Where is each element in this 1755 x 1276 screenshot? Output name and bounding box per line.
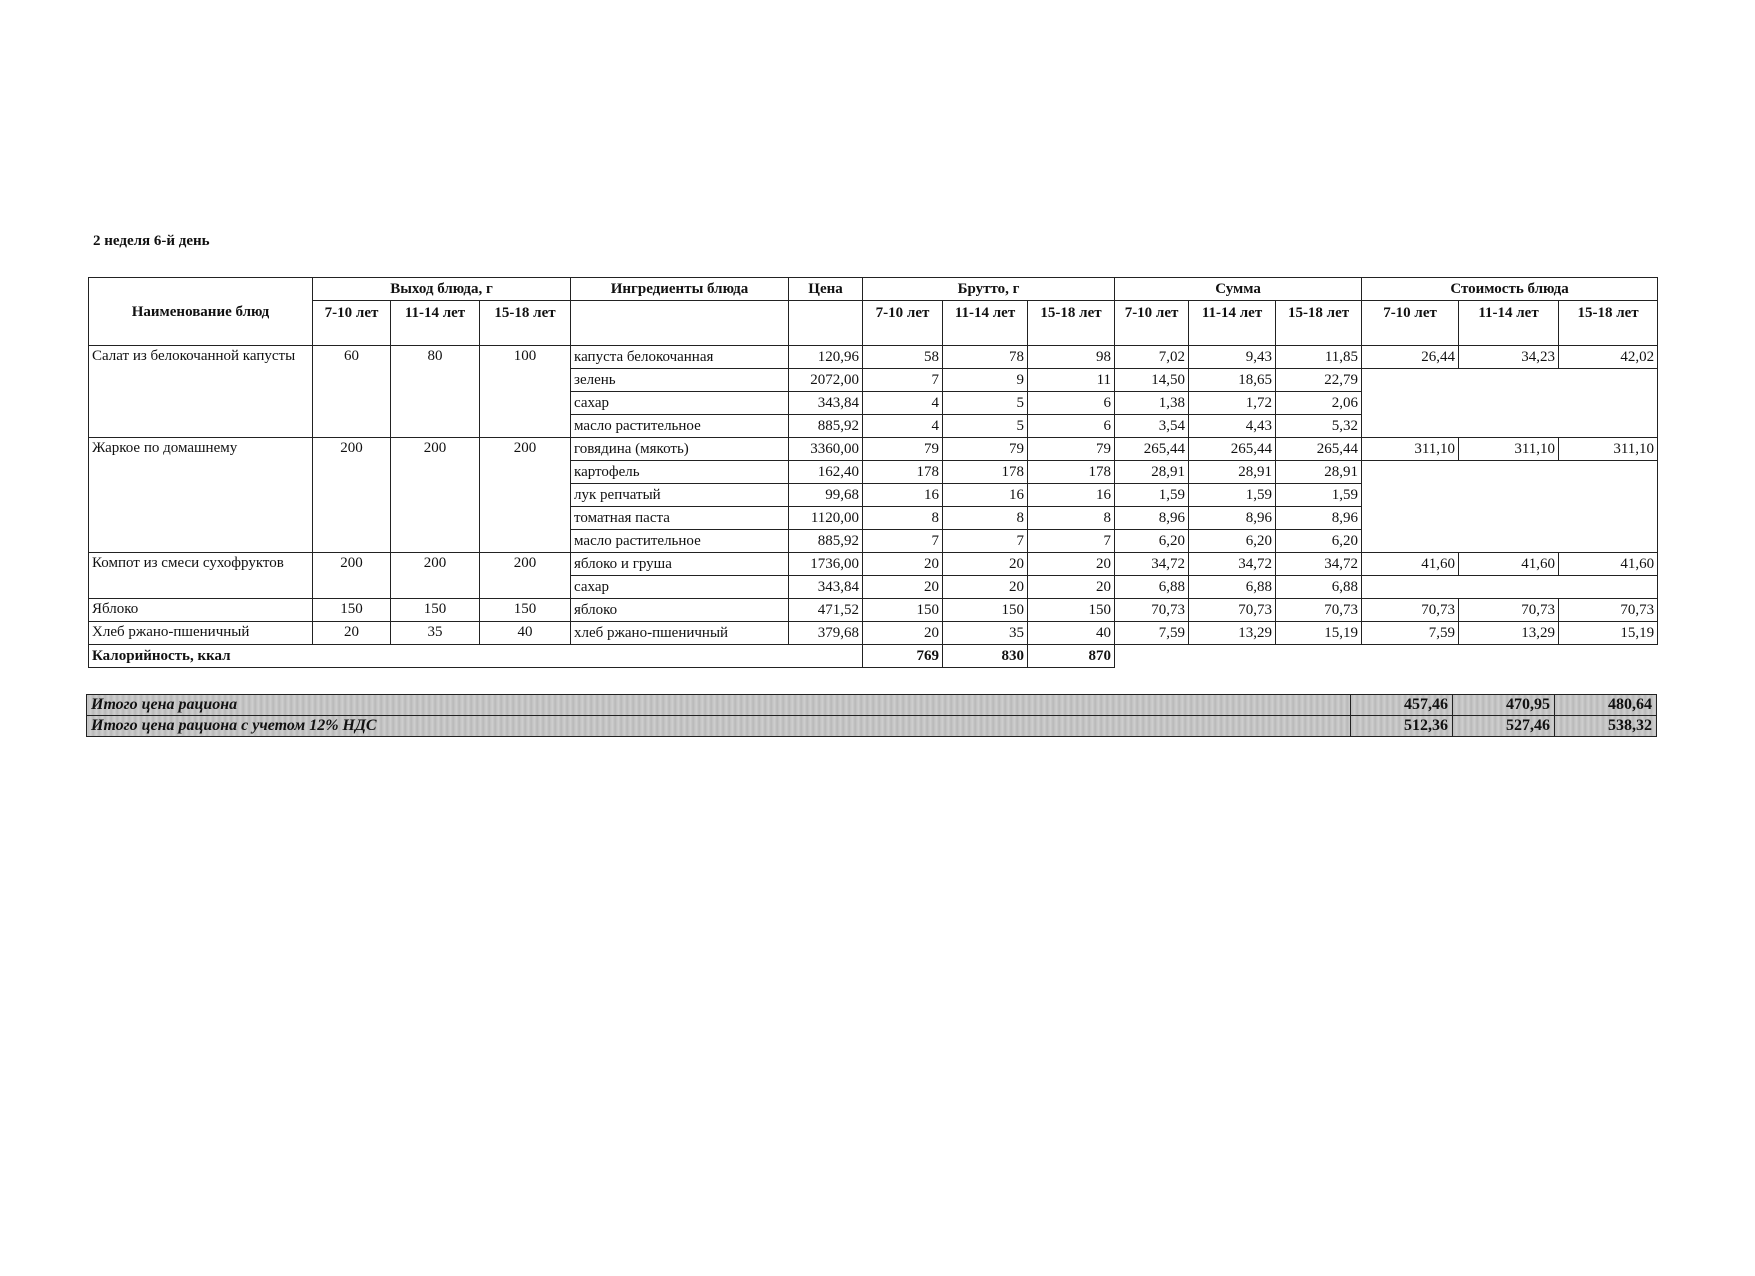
ingredient-price: 885,92 bbox=[789, 415, 863, 438]
dish-yield: 200 bbox=[480, 438, 571, 553]
ingredient-name: яблоко и груша bbox=[571, 553, 789, 576]
ingredient-price: 99,68 bbox=[789, 484, 863, 507]
ingredient-brutto: 7 bbox=[863, 530, 943, 553]
ingredient-sum: 265,44 bbox=[1115, 438, 1189, 461]
ingredient-brutto: 20 bbox=[863, 622, 943, 645]
dish-cost-blank bbox=[1362, 576, 1658, 599]
ingredient-sum: 11,85 bbox=[1276, 346, 1362, 369]
header-ingredients: Ингредиенты блюда bbox=[571, 278, 789, 301]
header-row-1 bbox=[89, 278, 1658, 301]
ingredient-brutto: 8 bbox=[863, 507, 943, 530]
ingredient-sum: 7,59 bbox=[1115, 622, 1189, 645]
ingredient-brutto: 150 bbox=[863, 599, 943, 622]
dish-yield: 200 bbox=[480, 553, 571, 599]
ingredient-brutto: 79 bbox=[1028, 438, 1115, 461]
dish-yield: 200 bbox=[391, 553, 480, 599]
ingredient-sum: 28,91 bbox=[1276, 461, 1362, 484]
ingredient-name: сахар bbox=[571, 392, 789, 415]
ingredient-sum: 5,32 bbox=[1276, 415, 1362, 438]
dish-name: Хлеб ржано-пшеничный bbox=[89, 622, 313, 645]
total-value: 470,95 bbox=[1453, 695, 1555, 716]
ingredient-brutto: 20 bbox=[863, 576, 943, 599]
table-row bbox=[89, 553, 1658, 576]
ingredient-brutto: 20 bbox=[863, 553, 943, 576]
calories-row bbox=[89, 645, 1658, 668]
header-age-group: 11-14 лет bbox=[943, 301, 1028, 346]
ingredient-sum: 28,91 bbox=[1115, 461, 1189, 484]
ingredient-price: 1120,00 bbox=[789, 507, 863, 530]
header-age-group: 7-10 лет bbox=[313, 301, 391, 346]
dish-name: Салат из белокочанной капусты bbox=[89, 346, 313, 438]
calories-value: 769 bbox=[863, 645, 943, 668]
ingredient-price: 120,96 bbox=[789, 346, 863, 369]
ingredient-brutto: 20 bbox=[943, 576, 1028, 599]
ingredient-sum: 15,19 bbox=[1276, 622, 1362, 645]
total-label: Итого цена рациона bbox=[87, 695, 1351, 716]
ingredient-brutto: 58 bbox=[863, 346, 943, 369]
dish-name: Жаркое по домашнему bbox=[89, 438, 313, 553]
ingredient-brutto: 20 bbox=[1028, 576, 1115, 599]
ingredient-brutto: 4 bbox=[863, 392, 943, 415]
header-blank bbox=[571, 301, 789, 346]
dish-yield: 150 bbox=[480, 599, 571, 622]
dish-cost-blank bbox=[1362, 461, 1658, 553]
total-value: 457,46 bbox=[1351, 695, 1453, 716]
ingredient-sum: 70,73 bbox=[1115, 599, 1189, 622]
ingredient-brutto: 79 bbox=[943, 438, 1028, 461]
dish-cost: 34,23 bbox=[1459, 346, 1559, 369]
ingredient-brutto: 20 bbox=[1028, 553, 1115, 576]
dish-cost: 311,10 bbox=[1559, 438, 1658, 461]
header-price: Цена bbox=[789, 278, 863, 301]
ingredient-price: 343,84 bbox=[789, 576, 863, 599]
ingredient-name: картофель bbox=[571, 461, 789, 484]
ingredient-brutto: 4 bbox=[863, 415, 943, 438]
ingredient-brutto: 16 bbox=[1028, 484, 1115, 507]
dish-yield: 60 bbox=[313, 346, 391, 438]
dish-yield: 80 bbox=[391, 346, 480, 438]
ingredient-sum: 7,02 bbox=[1115, 346, 1189, 369]
dish-name: Яблоко bbox=[89, 599, 313, 622]
ingredient-sum: 1,59 bbox=[1115, 484, 1189, 507]
ingredient-sum: 22,79 bbox=[1276, 369, 1362, 392]
ingredient-sum: 6,88 bbox=[1115, 576, 1189, 599]
total-vat-value: 527,46 bbox=[1453, 716, 1555, 737]
table-row bbox=[89, 438, 1658, 461]
dish-cost: 13,29 bbox=[1459, 622, 1559, 645]
ingredient-sum: 9,43 bbox=[1189, 346, 1276, 369]
header-age-group: 7-10 лет bbox=[1362, 301, 1459, 346]
dish-cost: 41,60 bbox=[1459, 553, 1559, 576]
ingredient-price: 162,40 bbox=[789, 461, 863, 484]
ingredient-brutto: 178 bbox=[863, 461, 943, 484]
ingredient-sum: 2,06 bbox=[1276, 392, 1362, 415]
header-age-group: 7-10 лет bbox=[1115, 301, 1189, 346]
ingredient-brutto: 35 bbox=[943, 622, 1028, 645]
table-row bbox=[89, 599, 1658, 622]
ingredient-name: говядина (мякоть) bbox=[571, 438, 789, 461]
ingredient-sum: 13,29 bbox=[1189, 622, 1276, 645]
ingredient-brutto: 79 bbox=[863, 438, 943, 461]
header-age-group: 7-10 лет bbox=[863, 301, 943, 346]
ingredient-sum: 265,44 bbox=[1276, 438, 1362, 461]
dish-cost: 70,73 bbox=[1559, 599, 1658, 622]
ingredient-sum: 70,73 bbox=[1189, 599, 1276, 622]
ingredient-price: 2072,00 bbox=[789, 369, 863, 392]
dish-yield: 200 bbox=[313, 438, 391, 553]
dish-cost: 41,60 bbox=[1362, 553, 1459, 576]
ingredient-sum: 6,20 bbox=[1115, 530, 1189, 553]
calories-blank bbox=[1115, 645, 1658, 668]
header-age-group: 15-18 лет bbox=[480, 301, 571, 346]
dish-yield: 200 bbox=[313, 553, 391, 599]
calories-label: Калорийность, ккал bbox=[89, 645, 863, 668]
ingredient-name: лук репчатый bbox=[571, 484, 789, 507]
ingredient-name: масло растительное bbox=[571, 415, 789, 438]
header-age-group: 11-14 лет bbox=[1459, 301, 1559, 346]
ingredient-sum: 3,54 bbox=[1115, 415, 1189, 438]
dish-cost: 70,73 bbox=[1362, 599, 1459, 622]
header-yield: Выход блюда, г bbox=[313, 278, 571, 301]
dish-name: Компот из смеси сухофруктов bbox=[89, 553, 313, 599]
ingredient-sum: 8,96 bbox=[1276, 507, 1362, 530]
ingredient-sum: 6,88 bbox=[1276, 576, 1362, 599]
ingredient-sum: 70,73 bbox=[1276, 599, 1362, 622]
ingredient-sum: 1,38 bbox=[1115, 392, 1189, 415]
ingredient-sum: 1,59 bbox=[1189, 484, 1276, 507]
total-vat-row bbox=[87, 716, 1657, 737]
ingredient-brutto: 178 bbox=[943, 461, 1028, 484]
header-brutto: Брутто, г bbox=[863, 278, 1115, 301]
ingredient-sum: 6,20 bbox=[1276, 530, 1362, 553]
total-vat-value: 512,36 bbox=[1351, 716, 1453, 737]
dish-cost: 41,60 bbox=[1559, 553, 1658, 576]
ingredient-sum: 14,50 bbox=[1115, 369, 1189, 392]
ingredient-brutto: 178 bbox=[1028, 461, 1115, 484]
total-row bbox=[87, 695, 1657, 716]
dish-yield: 40 bbox=[480, 622, 571, 645]
ingredient-brutto: 8 bbox=[1028, 507, 1115, 530]
header-age-group: 15-18 лет bbox=[1276, 301, 1362, 346]
ingredient-brutto: 150 bbox=[943, 599, 1028, 622]
header-row-2 bbox=[89, 301, 1658, 346]
ingredient-name: сахар bbox=[571, 576, 789, 599]
ingredient-price: 379,68 bbox=[789, 622, 863, 645]
ingredient-sum: 4,43 bbox=[1189, 415, 1276, 438]
dish-cost: 7,59 bbox=[1362, 622, 1459, 645]
ingredient-brutto: 16 bbox=[943, 484, 1028, 507]
dish-cost: 26,44 bbox=[1362, 346, 1459, 369]
ingredient-brutto: 5 bbox=[943, 392, 1028, 415]
header-dish-cost: Стоимость блюда bbox=[1362, 278, 1658, 301]
dish-cost: 15,19 bbox=[1559, 622, 1658, 645]
ingredient-sum: 1,59 bbox=[1276, 484, 1362, 507]
ingredient-name: хлеб ржано-пшеничный bbox=[571, 622, 789, 645]
ingredient-name: томатная паста bbox=[571, 507, 789, 530]
ingredient-brutto: 98 bbox=[1028, 346, 1115, 369]
table-row bbox=[89, 346, 1658, 369]
header-blank bbox=[789, 301, 863, 346]
ingredient-name: капуста белокочанная bbox=[571, 346, 789, 369]
ingredient-price: 1736,00 bbox=[789, 553, 863, 576]
ingredient-price: 343,84 bbox=[789, 392, 863, 415]
dish-yield: 20 bbox=[313, 622, 391, 645]
ingredient-brutto: 40 bbox=[1028, 622, 1115, 645]
ingredient-name: масло растительное bbox=[571, 530, 789, 553]
total-vat-label: Итого цена рациона с учетом 12% НДС bbox=[87, 716, 1351, 737]
dish-cost: 311,10 bbox=[1362, 438, 1459, 461]
header-age-group: 15-18 лет bbox=[1028, 301, 1115, 346]
ingredient-price: 885,92 bbox=[789, 530, 863, 553]
ingredient-brutto: 7 bbox=[943, 530, 1028, 553]
ingredient-brutto: 6 bbox=[1028, 392, 1115, 415]
ingredient-sum: 8,96 bbox=[1189, 507, 1276, 530]
dish-cost: 311,10 bbox=[1459, 438, 1559, 461]
dish-yield: 150 bbox=[313, 599, 391, 622]
ingredient-brutto: 11 bbox=[1028, 369, 1115, 392]
ingredient-sum: 6,88 bbox=[1189, 576, 1276, 599]
header-age-group: 15-18 лет bbox=[1559, 301, 1658, 346]
ingredient-price: 3360,00 bbox=[789, 438, 863, 461]
dish-yield: 200 bbox=[391, 438, 480, 553]
menu-table bbox=[88, 277, 1658, 668]
ingredient-brutto: 6 bbox=[1028, 415, 1115, 438]
dish-yield: 100 bbox=[480, 346, 571, 438]
ingredient-sum: 34,72 bbox=[1189, 553, 1276, 576]
dish-yield: 35 bbox=[391, 622, 480, 645]
table-row bbox=[89, 622, 1658, 645]
header-sum: Сумма bbox=[1115, 278, 1362, 301]
header-age-group: 11-14 лет bbox=[1189, 301, 1276, 346]
ingredient-name: зелень bbox=[571, 369, 789, 392]
ingredient-brutto: 5 bbox=[943, 415, 1028, 438]
ingredient-brutto: 9 bbox=[943, 369, 1028, 392]
total-vat-value: 538,32 bbox=[1555, 716, 1657, 737]
menu-body bbox=[89, 346, 1658, 645]
ingredient-brutto: 7 bbox=[863, 369, 943, 392]
ingredient-sum: 1,72 bbox=[1189, 392, 1276, 415]
ingredient-sum: 6,20 bbox=[1189, 530, 1276, 553]
ingredient-brutto: 78 bbox=[943, 346, 1028, 369]
totals-table bbox=[86, 694, 1657, 737]
ingredient-brutto: 16 bbox=[863, 484, 943, 507]
ingredient-sum: 8,96 bbox=[1115, 507, 1189, 530]
header-age-group: 11-14 лет bbox=[391, 301, 480, 346]
dish-yield: 150 bbox=[391, 599, 480, 622]
ingredient-brutto: 150 bbox=[1028, 599, 1115, 622]
ingredient-sum: 265,44 bbox=[1189, 438, 1276, 461]
dish-cost: 42,02 bbox=[1559, 346, 1658, 369]
ingredient-brutto: 20 bbox=[943, 553, 1028, 576]
dish-cost: 70,73 bbox=[1459, 599, 1559, 622]
ingredient-brutto: 8 bbox=[943, 507, 1028, 530]
ingredient-sum: 28,91 bbox=[1189, 461, 1276, 484]
ingredient-sum: 34,72 bbox=[1115, 553, 1189, 576]
ingredient-brutto: 7 bbox=[1028, 530, 1115, 553]
ingredient-sum: 34,72 bbox=[1276, 553, 1362, 576]
ingredient-sum: 18,65 bbox=[1189, 369, 1276, 392]
calories-value: 830 bbox=[943, 645, 1028, 668]
page-title: 2 неделя 6-й день bbox=[93, 233, 210, 249]
ingredient-price: 471,52 bbox=[789, 599, 863, 622]
header-dish-name: Наименование блюд bbox=[89, 278, 313, 346]
ingredient-name: яблоко bbox=[571, 599, 789, 622]
total-value: 480,64 bbox=[1555, 695, 1657, 716]
dish-cost-blank bbox=[1362, 369, 1658, 438]
calories-value: 870 bbox=[1028, 645, 1115, 668]
